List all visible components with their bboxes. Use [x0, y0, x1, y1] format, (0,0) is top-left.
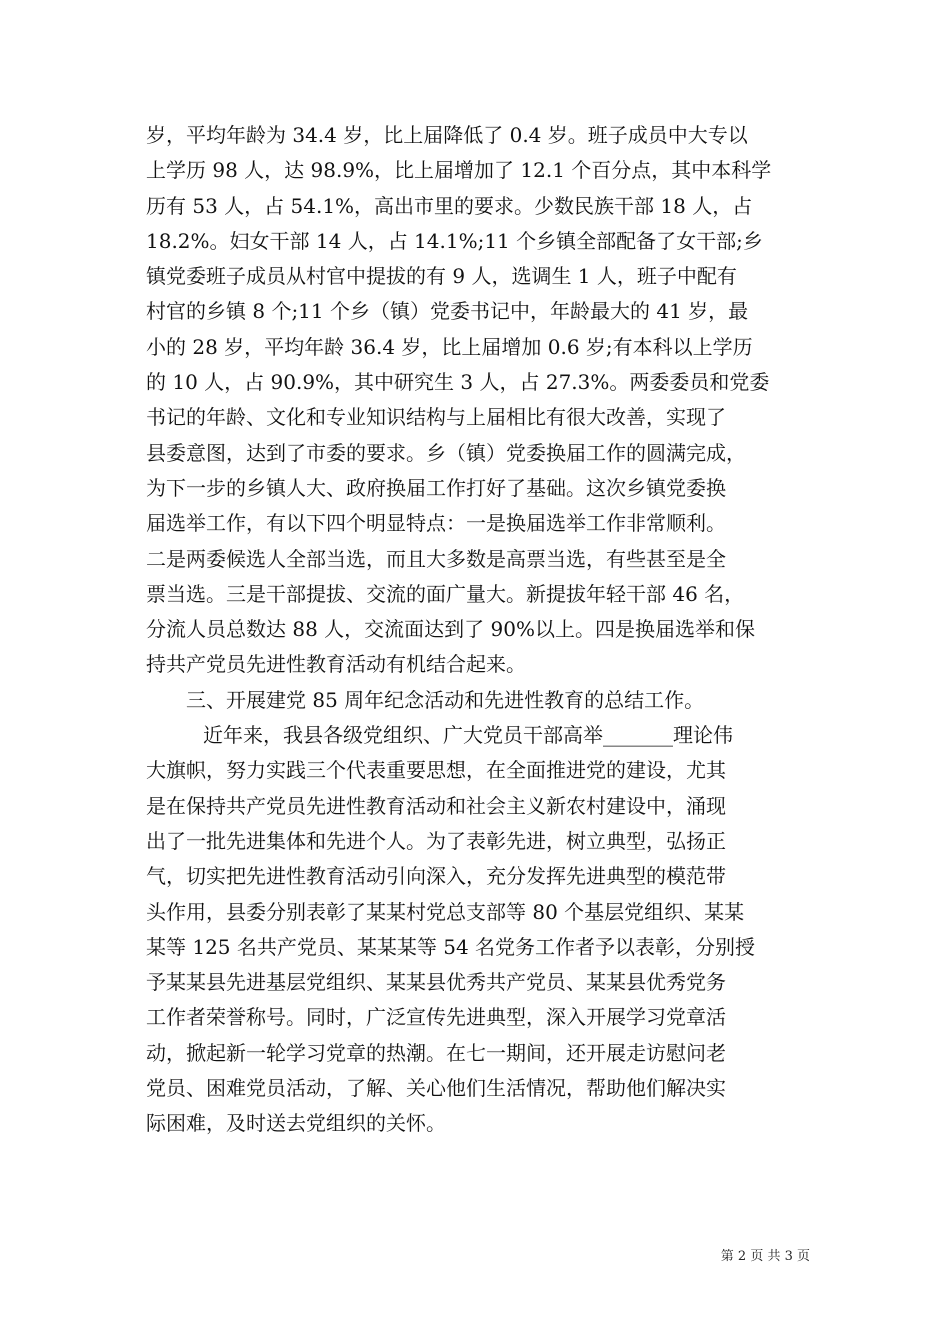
- paragraph-line: 气，切实把先进性教育活动引向深入，充分发挥先进典型的模范带: [146, 864, 726, 889]
- text-line: 届选举工作，有以下四个明显特点：一是换届选举工作非常顺利。: [146, 511, 726, 536]
- text-line: 18.2%。妇女干部 14 人，占 14.1%;11 个乡镇全部配备了女干部;乡: [146, 228, 763, 253]
- section-heading: 三、开展建党 85 周年纪念活动和先进性教育的总结工作。: [186, 687, 705, 712]
- paragraph-line: 大旗帜，努力实践三个代表重要思想，在全面推进党的建设，尤其: [146, 758, 726, 783]
- text-line: 为下一步的乡镇人大、政府换届工作打好了基础。这次乡镇党委换: [146, 475, 726, 500]
- text-line: 的 10 人，占 90.9%，其中研究生 3 人，占 27.3%。两委委员和党委: [146, 370, 770, 395]
- text-line: 票当选。三是干部提拔、交流的面广量大。新提拔年轻干部 46 名，: [146, 581, 745, 606]
- paragraph-line: 某等 125 名共产党员、某某某等 54 名党务工作者予以表彰，分别授: [146, 934, 756, 959]
- page-number: 第 2 页 共 3 页: [720, 1249, 810, 1264]
- text-line: 二是两委候选人全部当选，而且大多数是高票当选，有些甚至是全: [146, 546, 726, 571]
- paragraph-line: 动，掀起新一轮学习党章的热潮。在七一期间，还开展走访慰问老: [146, 1040, 726, 1065]
- text-line: 持共产党员先进性教育活动有机结合起来。: [146, 652, 526, 677]
- text-line: 岁，平均年龄为 34.4 岁，比上届降低了 0.4 岁。班子成员中大专以: [146, 123, 748, 147]
- paragraph-line: 予某某县先进基层党组织、某某县优秀共产党员、某某县优秀党务: [146, 970, 726, 995]
- text-line: 历有 53 人，占 54.1%，高出市里的要求。少数民族干部 18 人，占: [146, 193, 753, 218]
- text-line: 村官的乡镇 8 个;11 个乡（镇）党委书记中，年龄最大的 41 岁，最: [146, 299, 749, 324]
- paragraph-line: 是在保持共产党员先进性教育活动和社会主义新农村建设中，涌现: [146, 793, 726, 818]
- paragraph-line: 党员、困难党员活动，了解、关心他们生活情况，帮助他们解决实: [146, 1076, 726, 1101]
- text-line: 小的 28 岁，平均年龄 36.4 岁，比上届增加 0.6 岁;有本科以上学历: [146, 334, 753, 359]
- paragraph-line: 工作者荣誉称号。同时，广泛宣传先进典型，深入开展学习党章活: [146, 1005, 726, 1030]
- text-line: 分流人员总数达 88 人，交流面达到了 90%以上。四是换届选举和保: [146, 617, 755, 642]
- text-line: 书记的年龄、文化和专业知识结构与上届相比有很大改善，实现了: [146, 405, 726, 430]
- paragraph-line: 头作用，县委分别表彰了某某村党总支部等 80 个基层党组织、某某: [146, 899, 745, 924]
- paragraph-line: 出了一批先进集体和先进个人。为了表彰先进，树立典型，弘扬正: [146, 828, 726, 853]
- body-text: [146, 118, 836, 1142]
- text-line: 上学历 98 人，达 98.9%，比上届增加了 12.1 个百分点，其中本科学: [146, 158, 772, 183]
- paragraph-line: 际困难，及时送去党组织的关怀。: [146, 1111, 446, 1136]
- paragraph-line: 近年来，我县各级党组织、广大党员干部高举_______理论伟: [203, 723, 733, 748]
- text-line: 镇党委班子成员从村官中提拔的有 9 人，选调生 1 人，班子中配有: [146, 264, 737, 289]
- text-line: 县委意图，达到了市委的要求。乡（镇）党委换届工作的圆满完成，: [146, 440, 746, 465]
